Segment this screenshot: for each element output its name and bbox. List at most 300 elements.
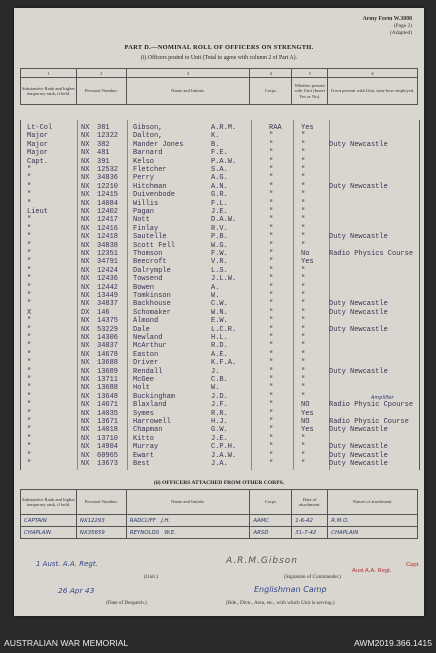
officer-note: Duty Newcastle (329, 426, 388, 435)
officer-row (21, 384, 419, 392)
officer-init: B. (211, 140, 220, 149)
officer-init: W. (211, 292, 220, 300)
officer-row (21, 216, 419, 224)
col-header-date: Date of attachment. (292, 490, 328, 515)
officer-rank: " (27, 443, 32, 452)
officer-init: R.V. (211, 224, 228, 233)
officer-corps: " (269, 418, 274, 426)
officer-rank: " (27, 367, 32, 376)
officer-init: J.A.W. (211, 451, 237, 460)
officer-rank: " (27, 384, 32, 393)
officer-corps: " (269, 359, 274, 368)
officer-present: " (301, 140, 306, 149)
officer-row (21, 166, 419, 174)
officer-name: Driver (133, 359, 159, 368)
officer-num: 53229 (97, 325, 119, 334)
officer-rank: " (27, 451, 32, 460)
col-number: 5 (292, 69, 328, 78)
officer-rank: " (27, 258, 32, 267)
officer-present: " (301, 350, 306, 359)
attached-surname: REYNOLDS (129, 529, 160, 536)
officer-corps: " (269, 233, 274, 242)
officer-present: " (301, 208, 306, 216)
officer-rank: " (27, 182, 32, 191)
officer-present: " (301, 334, 306, 342)
officer-rank: " (27, 174, 32, 183)
officer-prefix: NX (81, 418, 90, 426)
officer-prefix: NX (81, 325, 90, 334)
officer-num: 13711 (97, 376, 119, 384)
archive-id: AWM2019.366.1415 (353, 638, 432, 648)
officer-name: Backhouse (133, 300, 171, 309)
officer-present: " (301, 376, 306, 384)
officer-rank: " (27, 241, 32, 250)
officer-init: V.R. (211, 258, 228, 267)
officer-init: L.S. (211, 266, 228, 275)
officer-present: Yes (301, 409, 314, 418)
officer-row (21, 292, 419, 300)
officer-rank: " (27, 434, 32, 443)
officer-num: 13648 (97, 392, 119, 401)
officer-name: Almond (133, 317, 159, 326)
attached-name (126, 515, 250, 527)
handwritten-annotation: Amplifier (371, 395, 394, 401)
officer-rank: " (27, 342, 32, 351)
officer-num: 13710 (97, 434, 119, 443)
officer-present: " (301, 367, 306, 376)
officer-num: 13689 (97, 367, 119, 376)
officer-name: Ewart (133, 451, 155, 460)
officer-corps: " (269, 208, 274, 216)
officer-num: 12351 (97, 250, 119, 258)
officer-rank: Capt. (27, 157, 49, 166)
officer-name: Buckingham (133, 392, 176, 401)
officer-corps: " (269, 409, 274, 418)
officer-name: Fletcher (133, 166, 167, 174)
officer-num: 14678 (97, 350, 119, 359)
officer-prefix: NX (81, 317, 90, 326)
stamp-capt: Capt. (406, 562, 420, 568)
col-header-employment: If not present with Unit, state how employed. (328, 78, 418, 105)
officer-present: " (301, 199, 306, 208)
officer-init: E.W. (211, 317, 228, 326)
officer-prefix: NX (81, 334, 90, 342)
col-header-name: Name and Initials. (126, 490, 250, 515)
officer-init: J.E. (211, 208, 228, 216)
officer-name: Dale (133, 325, 150, 334)
officer-corps: " (269, 434, 274, 443)
officer-present: " (301, 283, 306, 292)
officer-name: Barnard (133, 149, 163, 158)
adapted-label: (Adapted) (390, 30, 412, 36)
officer-num: 12210 (97, 182, 119, 191)
officer-name: Kitto (133, 434, 155, 443)
officer-init: F.L. (211, 199, 228, 208)
officer-row (21, 317, 419, 325)
officer-corps: " (269, 317, 274, 326)
officer-row (21, 435, 419, 443)
officer-prefix: DX (81, 308, 90, 317)
officer-note: Duty Newcastle (329, 233, 388, 242)
officer-name: Perry (133, 174, 155, 183)
officer-name: Tomkinson (133, 292, 171, 300)
officer-corps: " (269, 401, 274, 410)
officer-rank: Major (27, 132, 49, 141)
officer-rank: Lt-Col (27, 124, 53, 132)
attached-row (21, 515, 418, 527)
officer-num: 34837 (97, 300, 119, 309)
date-caption: (Date of Despatch.) (106, 600, 147, 606)
officer-present: " (301, 182, 306, 191)
officer-prefix: NX (81, 182, 90, 191)
officer-row (21, 191, 419, 199)
officer-init: J. (211, 367, 220, 376)
officer-prefix: NX (81, 300, 90, 309)
officer-num: 34791 (97, 258, 119, 267)
officer-present: Yes (301, 426, 314, 435)
officer-present: " (301, 308, 306, 317)
officer-init: J.D. (211, 392, 228, 401)
officer-row (21, 141, 419, 149)
officer-corps: " (269, 157, 274, 166)
location-caption: (Bde., Divn., Area, etc., with which Unit is serving.) (226, 600, 335, 606)
attached-number: NX12293 (76, 515, 126, 527)
officer-corps: " (269, 216, 274, 225)
officer-rank: " (27, 199, 32, 208)
officer-rank: Major (27, 140, 49, 149)
officer-corps: " (269, 443, 274, 452)
location-handwritten: Englishman Camp (254, 585, 327, 594)
officer-present: " (301, 292, 306, 300)
officer-init: A.G. (211, 174, 228, 183)
officer-num: 14375 (97, 317, 119, 326)
officer-prefix: NX (81, 266, 90, 275)
attached-date: 1-6-42 (292, 515, 328, 527)
officer-init: H.L. (211, 334, 228, 342)
officer-rank: " (27, 401, 32, 410)
officer-prefix: NX (81, 174, 90, 183)
officer-name: Duivenbode (133, 191, 176, 200)
officer-init: L.C.R. (211, 325, 237, 334)
officer-row (21, 460, 419, 468)
officer-row (21, 443, 419, 451)
officer-rank: " (27, 166, 32, 174)
officer-note: Duty Newcastle (329, 443, 388, 452)
officer-row (21, 334, 419, 342)
officer-init: A.R.M. (211, 124, 237, 132)
officer-name: Pagan (133, 208, 155, 216)
officer-prefix: NX (81, 392, 90, 401)
col-header-corps: Corps. (250, 490, 292, 515)
officer-prefix: NX (81, 216, 90, 225)
officer-present: " (301, 166, 306, 174)
officer-prefix: NX (81, 451, 90, 460)
officer-rank: " (27, 275, 32, 284)
officer-corps: RAA (269, 124, 282, 132)
unit-handwritten: 1 Aust. A.A. Regt. (36, 560, 98, 568)
officer-rank: " (27, 409, 32, 418)
officer-init: D.A.W. (211, 216, 237, 225)
officer-name: Schomaker (133, 308, 171, 317)
officer-present: " (301, 216, 306, 225)
officer-prefix: NX (81, 443, 90, 452)
signature-area (14, 556, 424, 616)
col-header-corps: Corps. (250, 78, 292, 105)
officer-name: Nott (133, 216, 150, 225)
officer-note: Radio Physic Course (329, 418, 409, 426)
officer-corps: " (269, 451, 274, 460)
officer-present: " (301, 191, 306, 200)
officer-corps: " (269, 258, 274, 267)
officer-num: 12436 (97, 275, 119, 284)
officer-rank: " (27, 376, 32, 384)
commander-signature: A.R.M.Gibson (226, 556, 299, 566)
officer-num: 13688 (97, 359, 119, 368)
officer-num: 13671 (97, 418, 119, 426)
attached-surname: RADCLIFF (129, 517, 156, 524)
officer-prefix: NX (81, 233, 90, 242)
officer-init: C.B. (211, 376, 228, 384)
attached-rank: CHAPLAIN (21, 527, 77, 539)
section-ii-title: (ii) OFFICERS ATTACHED FROM OTHER CORPS. (153, 480, 285, 486)
officer-row (21, 376, 419, 384)
officer-init: C.P.H. (211, 443, 237, 452)
officer-init: K. (211, 132, 220, 141)
officer-name: Easton (133, 350, 159, 359)
officer-prefix: NX (81, 149, 90, 158)
attached-corps: AAMC (250, 515, 292, 527)
officer-name: Newland (133, 334, 163, 342)
officer-corps: " (269, 140, 274, 149)
officer-prefix: NX (81, 166, 90, 174)
officer-present: NO (301, 401, 310, 410)
officer-num: 391 (97, 157, 110, 166)
officer-num: 14904 (97, 443, 119, 452)
officer-row (21, 284, 419, 292)
officer-num: 12417 (97, 216, 119, 225)
officer-init: G.W. (211, 426, 228, 435)
officer-prefix: NX (81, 460, 90, 468)
col-number: 6 (328, 69, 418, 78)
officer-row (21, 233, 419, 241)
officer-corps: " (269, 149, 274, 158)
officer-row (21, 258, 419, 266)
officer-init: A. (211, 283, 220, 292)
officer-rank: " (27, 292, 32, 300)
officer-name: Finlay (133, 224, 159, 233)
officer-name: Chapman (133, 426, 163, 435)
officer-corps: " (269, 350, 274, 359)
officer-row (21, 401, 419, 409)
officer-prefix: NX (81, 124, 90, 132)
officer-present: " (301, 157, 306, 166)
officer-name: Thomson (133, 250, 163, 258)
officer-present: " (301, 149, 306, 158)
officer-present: " (301, 342, 306, 351)
officer-init: J.L.W. (211, 275, 237, 284)
officer-rank: " (27, 317, 32, 326)
attached-initials: W.E. (164, 529, 176, 536)
officer-corps: " (269, 342, 274, 351)
officer-name: Best (133, 460, 150, 468)
officer-prefix: NX (81, 384, 90, 393)
officer-row (21, 208, 419, 216)
attached-date: 31-7-42 (292, 527, 328, 539)
officer-corps: " (269, 182, 274, 191)
officer-init: J.E. (211, 434, 228, 443)
officer-prefix: NX (81, 350, 90, 359)
col-header-name: Name and Initials. (126, 78, 250, 105)
officer-present: " (301, 460, 306, 468)
officer-row (21, 124, 419, 132)
officer-row (21, 326, 419, 334)
officer-num: 381 (97, 124, 110, 132)
officer-name: Murray (133, 443, 159, 452)
officer-num: 146 (97, 308, 110, 317)
officer-corps: " (269, 392, 274, 401)
officer-corps: " (269, 199, 274, 208)
officer-name: Willis (133, 199, 159, 208)
attached-officers-table (20, 489, 418, 539)
officer-name: Kelso (133, 157, 155, 166)
officer-prefix: NX (81, 191, 90, 200)
officer-present: " (301, 275, 306, 284)
officer-note: Duty Newcastle (329, 325, 388, 334)
officer-corps: " (269, 250, 274, 258)
officer-init: C.W. (211, 300, 228, 309)
col-header-number: Personal Number. (76, 78, 126, 105)
officer-corps: " (269, 191, 274, 200)
officer-present: " (301, 132, 306, 141)
officer-note: Duty Newcastle (329, 460, 388, 468)
officer-num: 12418 (97, 233, 119, 242)
officer-row (21, 426, 419, 434)
officer-note: Radio Physic Cpourse (329, 401, 414, 410)
officer-present: " (301, 434, 306, 443)
officer-row (21, 359, 419, 367)
officer-row (21, 275, 419, 283)
officer-note: Duty Newcastle (329, 367, 388, 376)
officer-prefix: NX (81, 401, 90, 410)
officer-init: W. (211, 384, 220, 393)
col-header-present: Whether present with Unit (Insert Yes or No). (292, 78, 328, 105)
officer-num: 14035 (97, 409, 119, 418)
officer-note: Radio Physics Course (329, 250, 414, 258)
officer-row (21, 393, 419, 401)
attached-number: NX35659 (76, 527, 126, 539)
officer-prefix: NX (81, 409, 90, 418)
army-form-number: Army Form W.3008 (362, 16, 412, 22)
officer-prefix: NX (81, 199, 90, 208)
col-header-nature: Nature of attachment. (328, 490, 418, 515)
officer-note: Duty Newcastle (329, 308, 388, 317)
officer-num: 34838 (97, 241, 119, 250)
officer-present: " (301, 174, 306, 183)
officer-name: Scott Fell (133, 241, 176, 250)
officer-name: Sautelle (133, 233, 167, 242)
officer-corps: " (269, 174, 274, 183)
officer-corps: " (269, 132, 274, 141)
officer-num: 12402 (97, 208, 119, 216)
officer-num: 12415 (97, 191, 119, 200)
officer-num: 13449 (97, 292, 119, 300)
officer-name: McArthur (133, 342, 167, 351)
officer-prefix: NX (81, 342, 90, 351)
officer-corps: " (269, 460, 274, 468)
officer-prefix: NX (81, 241, 90, 250)
officer-row (21, 418, 419, 426)
officer-rank: " (27, 325, 32, 334)
officer-name: Blaxland (133, 401, 167, 410)
officer-num: 14306 (97, 334, 119, 342)
officer-corps: " (269, 325, 274, 334)
officer-corps: " (269, 426, 274, 435)
officer-name: Symes (133, 409, 155, 418)
section-i-title: (i) Officers posted to Unit (Total to agree with column 2 of Part A). (141, 55, 297, 61)
officer-row (21, 452, 419, 460)
officer-row (21, 267, 419, 275)
officer-init: R.D. (211, 342, 228, 351)
officer-rank: " (27, 233, 32, 242)
officer-present: Yes (301, 124, 314, 132)
officer-num: 12442 (97, 283, 119, 292)
officer-corps: " (269, 367, 274, 376)
officers-table-body (20, 120, 420, 470)
officer-name: Towsend (133, 275, 163, 284)
officer-corps: " (269, 224, 274, 233)
officer-present: " (301, 266, 306, 275)
officer-present: " (301, 300, 306, 309)
officer-num: 60965 (97, 451, 119, 460)
officer-num: 382 (97, 140, 110, 149)
officer-num: 34837 (97, 342, 119, 351)
officer-prefix: NX (81, 258, 90, 267)
officer-corps: " (269, 300, 274, 309)
officer-row (21, 368, 419, 376)
officer-num: 12532 (97, 166, 119, 174)
officer-num: 13673 (97, 460, 119, 468)
officer-rank: " (27, 334, 32, 342)
officer-init: P.A.W. (211, 157, 237, 166)
col-header-rank: Substantive Rank and higher temporary rank, if held. (21, 78, 77, 105)
officer-num: 12322 (97, 132, 119, 141)
officer-rank: " (27, 359, 32, 368)
officer-prefix: NX (81, 367, 90, 376)
officer-corps: " (269, 283, 274, 292)
form-page (14, 8, 424, 616)
officer-present: " (301, 443, 306, 452)
officer-row (21, 250, 419, 258)
officer-note: Duty Newcastle (329, 451, 388, 460)
col-header-number: Personal Number. (76, 490, 126, 515)
part-title: PART D.—NOMINAL ROLL OF OFFICERS ON STRENGTH. (124, 44, 314, 51)
officer-num: 14018 (97, 426, 119, 435)
officer-row (21, 132, 419, 140)
officer-present: No (301, 250, 310, 258)
officer-row (21, 410, 419, 418)
officer-rank: " (27, 224, 32, 233)
col-number: 3 (126, 69, 250, 78)
officer-prefix: NX (81, 275, 90, 284)
officer-init: F.E. (211, 149, 228, 158)
officer-rank: X (27, 308, 32, 317)
officer-rank: " (27, 283, 32, 292)
officer-row (21, 309, 419, 317)
officer-num: 12424 (97, 266, 119, 275)
officer-name: Dalrymple (133, 266, 171, 275)
officer-present: " (301, 451, 306, 460)
officer-init: P.B. (211, 233, 228, 242)
